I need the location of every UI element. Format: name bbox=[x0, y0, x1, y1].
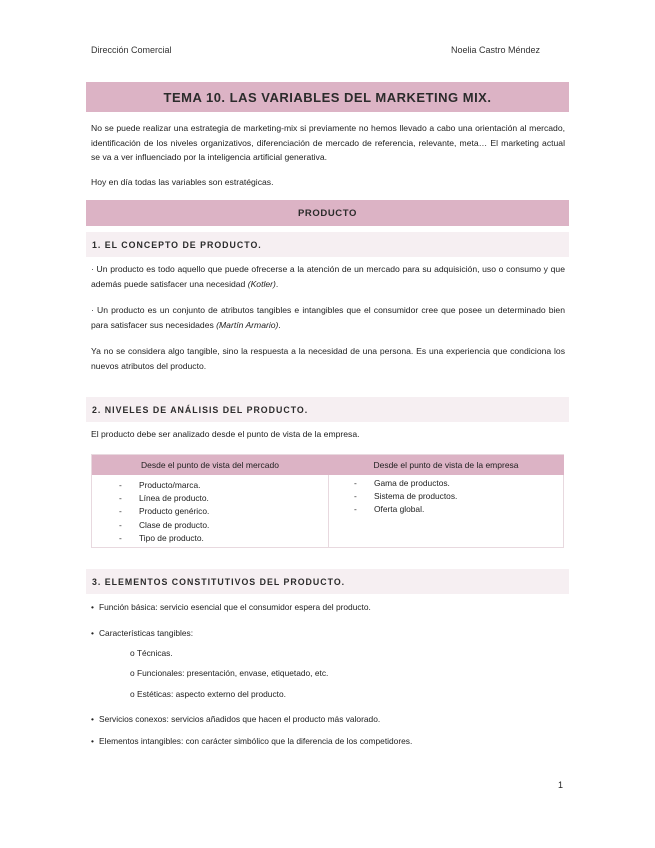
bullet-related-services bbox=[91, 712, 380, 726]
concept-paragraph: Ya no se considera algo tangible, sino la respuesta a la necesidad de una persona. Es una experiencia que condiciona los nuevos atributos del producto. bbox=[91, 346, 565, 371]
table-column-divider bbox=[328, 475, 329, 548]
bullet-icon: • bbox=[91, 602, 94, 612]
bullet-icon: • bbox=[91, 628, 94, 638]
sub-item-aesthetic: o Estéticas: aspecto externo del producto. bbox=[130, 689, 286, 699]
definition-martin-text: · Un producto es un conjunto de atributos tangibles e intangibles que el consumidor cree que posee un determinado bien para satisfacer sus necesidades bbox=[91, 305, 565, 330]
subsection-title-2: 2. NIVELES DE ANÁLISIS DEL PRODUCTO. bbox=[86, 397, 569, 422]
bullet-icon: • bbox=[91, 714, 94, 724]
definition-martin-end: . bbox=[278, 319, 281, 330]
bullet-text: Servicios conexos: servicios añadidos que hacen el producto más valorado. bbox=[99, 714, 381, 724]
definition-kotler bbox=[91, 262, 565, 291]
bullet-text: Función básica: servicio esencial que el consumidor espera del producto. bbox=[99, 602, 371, 612]
analysis-levels-table bbox=[91, 454, 564, 548]
bullet-basic-function bbox=[91, 600, 371, 614]
list-item: - Línea de producto. bbox=[119, 492, 209, 505]
page-number: 1 bbox=[558, 780, 564, 790]
subsection-title-3: 3. ELEMENTOS CONSTITUTIVOS DEL PRODUCTO. bbox=[86, 569, 569, 594]
bullet-tangible-features bbox=[91, 626, 193, 640]
list-item: - Sistema de productos. bbox=[354, 490, 457, 503]
bullet-intangible-elements bbox=[91, 734, 412, 748]
analysis-paragraph: El producto debe ser analizado desde el punto de vista de la empresa. bbox=[91, 429, 360, 439]
market-levels-list bbox=[119, 479, 209, 545]
subsection-title-1: 1. EL CONCEPTO DE PRODUCTO. bbox=[86, 232, 569, 257]
table-header-company: Desde el punto de vista de la empresa bbox=[328, 455, 564, 475]
citation-martin-armario: (Martín Armario) bbox=[216, 319, 279, 330]
header-right: Noelia Castro Méndez bbox=[451, 45, 541, 55]
list-item: - Clase de producto. bbox=[119, 519, 209, 532]
document-title: TEMA 10. LAS VARIABLES DEL MARKETING MIX. bbox=[86, 82, 569, 112]
bullet-icon: • bbox=[91, 736, 94, 746]
list-item: - Producto/marca. bbox=[119, 479, 209, 492]
intro-statement: Hoy en día todas las variables son estratégicas. bbox=[91, 177, 274, 187]
table-header-market: Desde el punto de vista del mercado bbox=[92, 455, 328, 475]
intro-paragraph: No se puede realizar una estrategia de marketing-mix si previamente no hemos llevado a cabo una orientación al mercado, identificación de los niveles organizativos, diferenciación de mercado de referencia, relevante, meta… El marketing actual se va a ver influenciado por la inteligencia artificial generativa. bbox=[91, 123, 565, 162]
company-levels-list bbox=[354, 477, 457, 517]
bullet-text: Elementos intangibles: con carácter simbólico que la diferencia de los competidores. bbox=[99, 736, 413, 746]
definition-kotler-text: · Un producto es todo aquello que puede ofrecerse a la atención de un mercado para su adquisición, uso o consumo y que además puede satisfacer una necesidad bbox=[91, 264, 565, 289]
sub-item-functional: o Funcionales: presentación, envase, etiquetado, etc. bbox=[130, 668, 329, 678]
list-item: - Producto genérico. bbox=[119, 505, 209, 518]
list-item: - Gama de productos. bbox=[354, 477, 457, 490]
header-left: Dirección Comercial bbox=[91, 45, 172, 55]
list-item: - Tipo de producto. bbox=[119, 532, 209, 545]
citation-kotler: (Kotler) bbox=[247, 278, 276, 289]
bullet-text: Características tangibles: bbox=[99, 628, 194, 638]
definition-martin-armario bbox=[91, 303, 565, 332]
list-item: - Oferta global. bbox=[354, 503, 457, 516]
sub-item-technical: o Técnicas. bbox=[130, 648, 173, 658]
definition-kotler-end: . bbox=[275, 278, 279, 289]
section-title-producto: PRODUCTO bbox=[86, 200, 569, 226]
